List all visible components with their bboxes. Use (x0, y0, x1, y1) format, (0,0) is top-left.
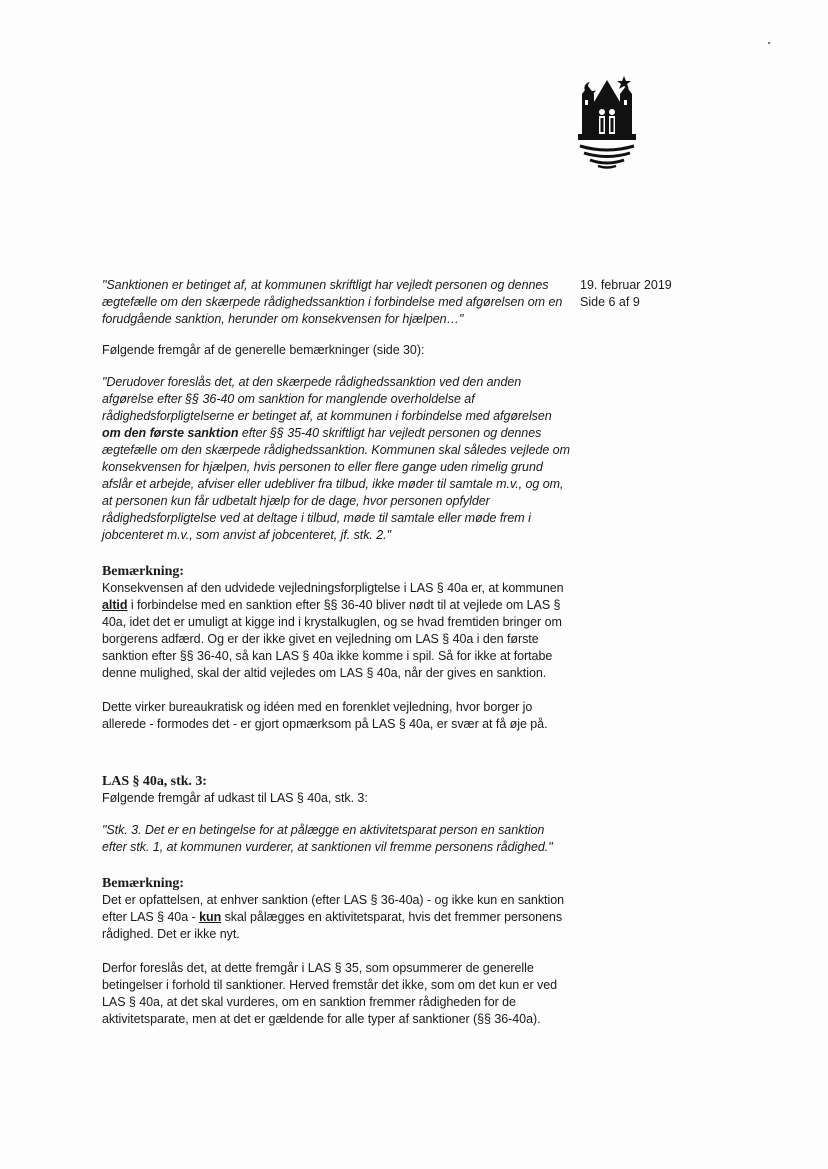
remark-heading: Bemærkning: (102, 564, 184, 579)
remark-paragraph (102, 892, 572, 943)
quote-sanction-condition: "Sanktionen er betinget af, at kommunen skriftligt har vejledt personen og dennes ægtefælle om den skærpede rådighedssanktion i forbindelse med afgørelsen om en forudgående sanktion, herunder om konsekvensen for hjælpen…" (102, 278, 563, 326)
quote-part: efter §§ 35-40 skriftligt har vejledt personen og dennes ægtefælle om den skærpede rådighedssanktion. Kommunen skal således vejlede om konsekvensen for hjælpen, hvis personen to eller flere gange uden rimelig grund afslår et arbejde, afviser eller udebliver fra tilbud, ikke møder til samtale m.v., og om, at personen kun får udbetalt hjælp for de dage, hvor personen opfylder rådighedsforpligtelse ved at deltage i tilbud, møde til samtale eller møde frem i jobcenteret m.v., som anvist af jobcenteret, jf. stk. 2." (102, 426, 570, 542)
remark-paragraph (102, 580, 572, 682)
remark-paragraph: Dette virker bureaukratisk og idéen med en forenklet vejledning, hvor borger jo allerede - formodes det - er gjort opmærksom på LAS § 40a, er svær at få øje på. (102, 700, 548, 731)
section-heading-40a: LAS § 40a, stk. 3: (102, 774, 207, 789)
text-part: i forbindelse med en sanktion efter §§ 36-40 bliver nødt til at vejlede om LAS § 40a, idet det er umuligt at kigge ind i krystalkuglen, og se hvad fremtiden bringer om borgerens adfærd. Og er der ikke givet en vejledning om LAS § 40a i den første sanktion efter §§ 36-40, så kan LAS § 40a ikke komme i spil. Så for ikke at fortabe denne mulighed, skal der altid vejledes om LAS § 40a, når der gives en sanktion. (102, 598, 562, 680)
intro-general-remarks: Følgende fremgår af de generelle bemærkninger (side 30): (102, 343, 425, 357)
underlined-word: altid (102, 598, 128, 612)
quote-part: "Derudover foreslås det, at den skærpede rådighedssanktion ved den anden afgørelse efter §§ 36-40 om sanktion for manglende overholdelse af rådighedsforpligtelserne er betinget af, at kommunen i forbindelse med afgørelsen (102, 375, 552, 423)
city-crest-logo (576, 72, 638, 170)
text-part: Konsekvensen af den udvidede vejledningsforpligtelse i LAS § 40a er, at kommunen (102, 581, 564, 595)
remark-heading: Bemærkning: (102, 876, 184, 891)
document-body (102, 277, 572, 1028)
intro-40a: Følgende fremgår af udkast til LAS § 40a, stk. 3: (102, 791, 368, 805)
quote-40a: "Stk. 3. Det er en betingelse for at pålægge en aktivitetsparat person en sanktion efter stk. 1, at kommunen vurderer, at sanktionen vil fremme personens rådighed." (102, 823, 553, 854)
quote-bold-part: om den første sanktion (102, 426, 239, 440)
quote-general-remarks (102, 374, 572, 544)
page-number: Side 6 af 9 (580, 295, 640, 309)
scan-speck (768, 42, 770, 44)
document-date: 19. februar 2019 (580, 278, 672, 292)
document-meta (580, 277, 672, 311)
text-part: Det er opfattelsen, at enhver sanktion (efter LAS § 36-40a) - og ikke kun en sanktion efter LAS § 40a - (102, 893, 564, 924)
underlined-word: kun (199, 910, 222, 924)
remark-paragraph: Derfor foreslås det, at dette fremgår i LAS § 35, som opsummerer de generelle betingelser i forhold til sanktioner. Herved fremstår det ikke, som om det kun er ved LAS § 40a, at det skal vurderes, om en sanktion fremmer rådigheden for de aktivitetsparate, men at det er gældende for alle typer af sanktioner (§§ 36-40a). (102, 961, 557, 1026)
text-part: skal pålægges en aktivitetsparat, hvis det fremmer personens rådighed. Det er ikke nyt. (102, 910, 563, 941)
